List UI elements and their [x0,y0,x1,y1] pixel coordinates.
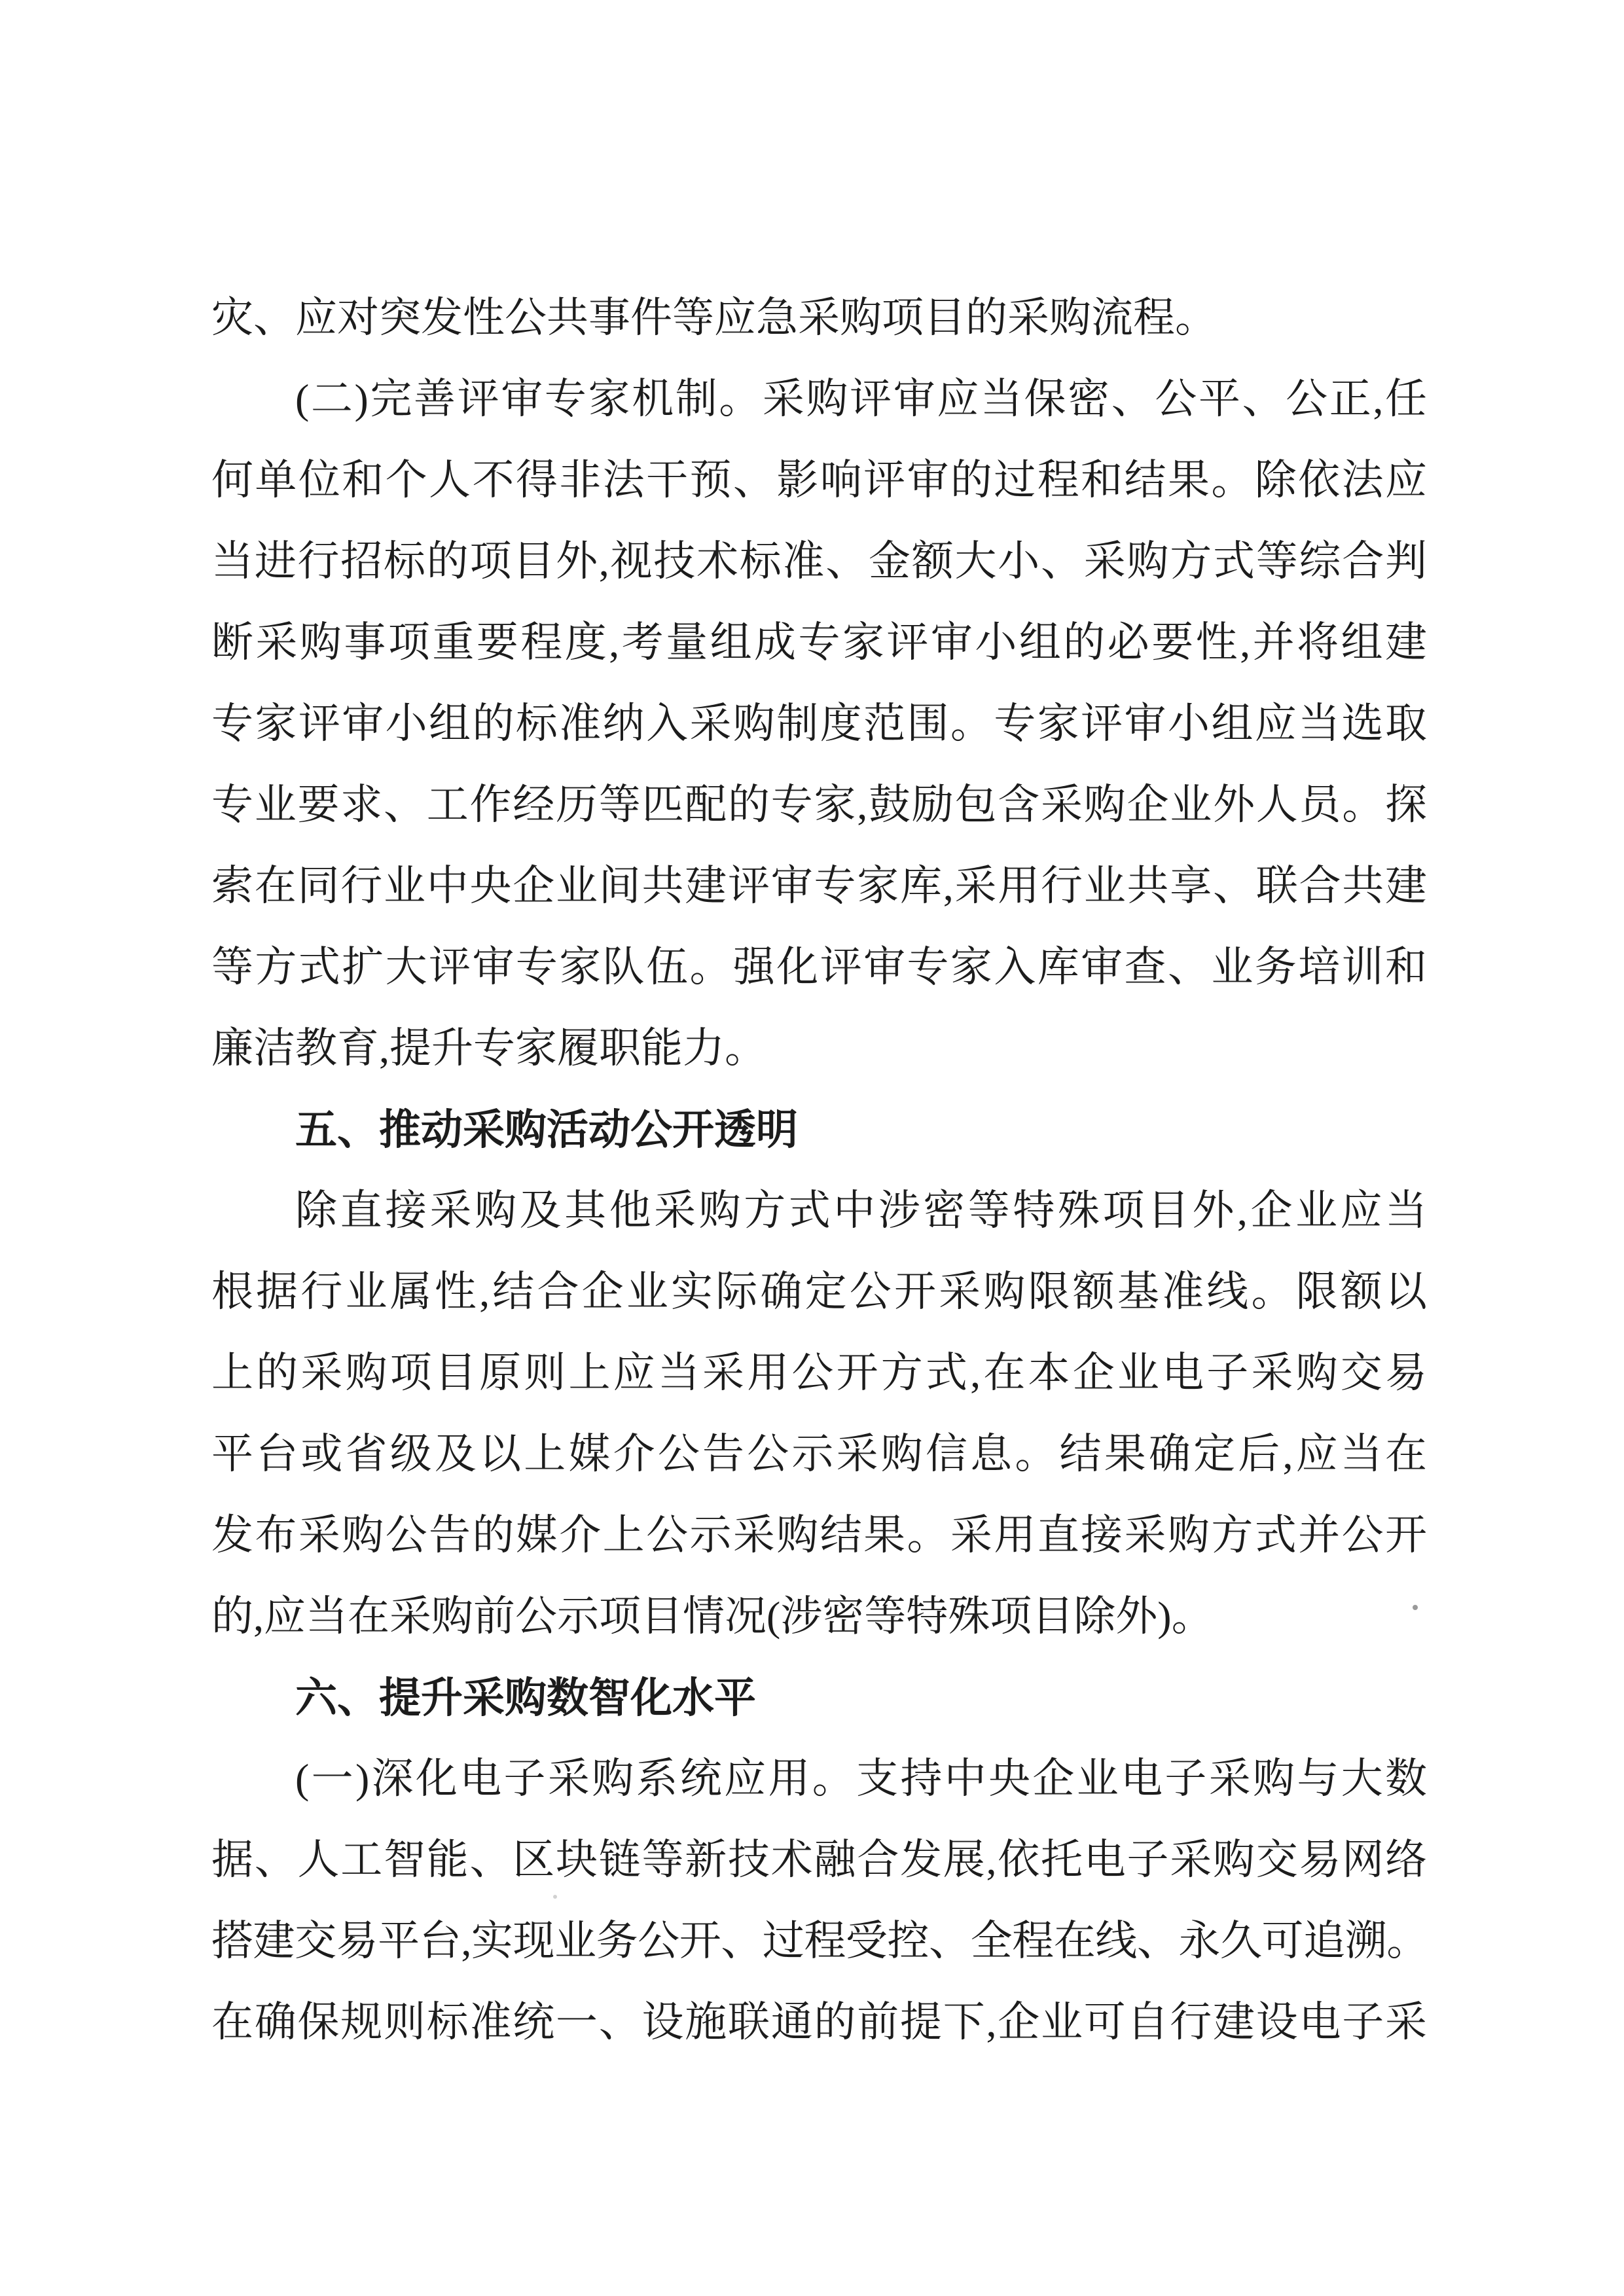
text-line: 据、人工智能、区块链等新技术融合发展,依托电子采购交易网络 [211,1837,1427,1883]
text-line: 专业要求、工作经历等匹配的专家,鼓励包含采购企业外人员。探 [211,781,1427,828]
text-line: 的,应当在采购前公示项目情况(涉密等特殊项目除外)。 [211,1593,1214,1640]
text-line: 上的采购项目原则上应当采用公开方式,在本企业电子采购交易 [211,1350,1427,1396]
text-line: 索在同行业中央企业间共建评审专家库,采用行业共享、联合共建 [211,863,1427,909]
section-heading: 六、提升采购数智化水平 [295,1674,756,1721]
text-line: 当进行招标的项目外,视技术标准、金额大小、采购方式等综合判 [211,538,1427,584]
text-line: 根据行业属性,结合企业实际确定公开采购限额基准线。限额以 [211,1268,1427,1315]
text-line: 等方式扩大评审专家队伍。强化评审专家入库审查、业务培训和 [211,944,1427,990]
text-line: 在确保规则标准统一、设施联通的前提下,企业可自行建设电子采 [211,1999,1427,2045]
text-line: 何单位和个人不得非法干预、影响评审的过程和结果。除依法应 [211,457,1427,503]
text-line: (一)深化电子采购系统应用。支持中央企业电子采购与大数 [295,1755,1427,1802]
text-line: 除直接采购及其他采购方式中涉密等特殊项目外,企业应当 [295,1187,1427,1234]
text-line: 廉洁教育,提升专家履职能力。 [211,1025,767,1071]
text-line: 灾、应对突发性公共事件等应急采购项目的采购流程。 [211,295,1217,341]
text-line: 平台或省级及以上媒介公告公示采购信息。结果确定后,应当在 [211,1431,1427,1477]
text-line: (二)完善评审专家机制。采购评审应当保密、公平、公正,任 [295,376,1427,422]
section-heading: 五、推动采购活动公开透明 [295,1106,798,1153]
text-line: 断采购事项重要程度,考量组成专家评审小组的必要性,并将组建 [211,619,1427,666]
text-line: 搭建交易平台,实现业务公开、过程受控、全程在线、永久可追溯。 [211,1918,1427,1964]
text-line: 发布采购公告的媒介上公示采购结果。采用直接采购方式并公开 [211,1512,1427,1558]
document-body [211,278,1427,2063]
text-line: 专家评审小组的标准纳入采购制度范围。专家评审小组应当选取 [211,700,1427,747]
scan-speck [1413,1605,1418,1610]
scan-speck [553,1895,557,1899]
